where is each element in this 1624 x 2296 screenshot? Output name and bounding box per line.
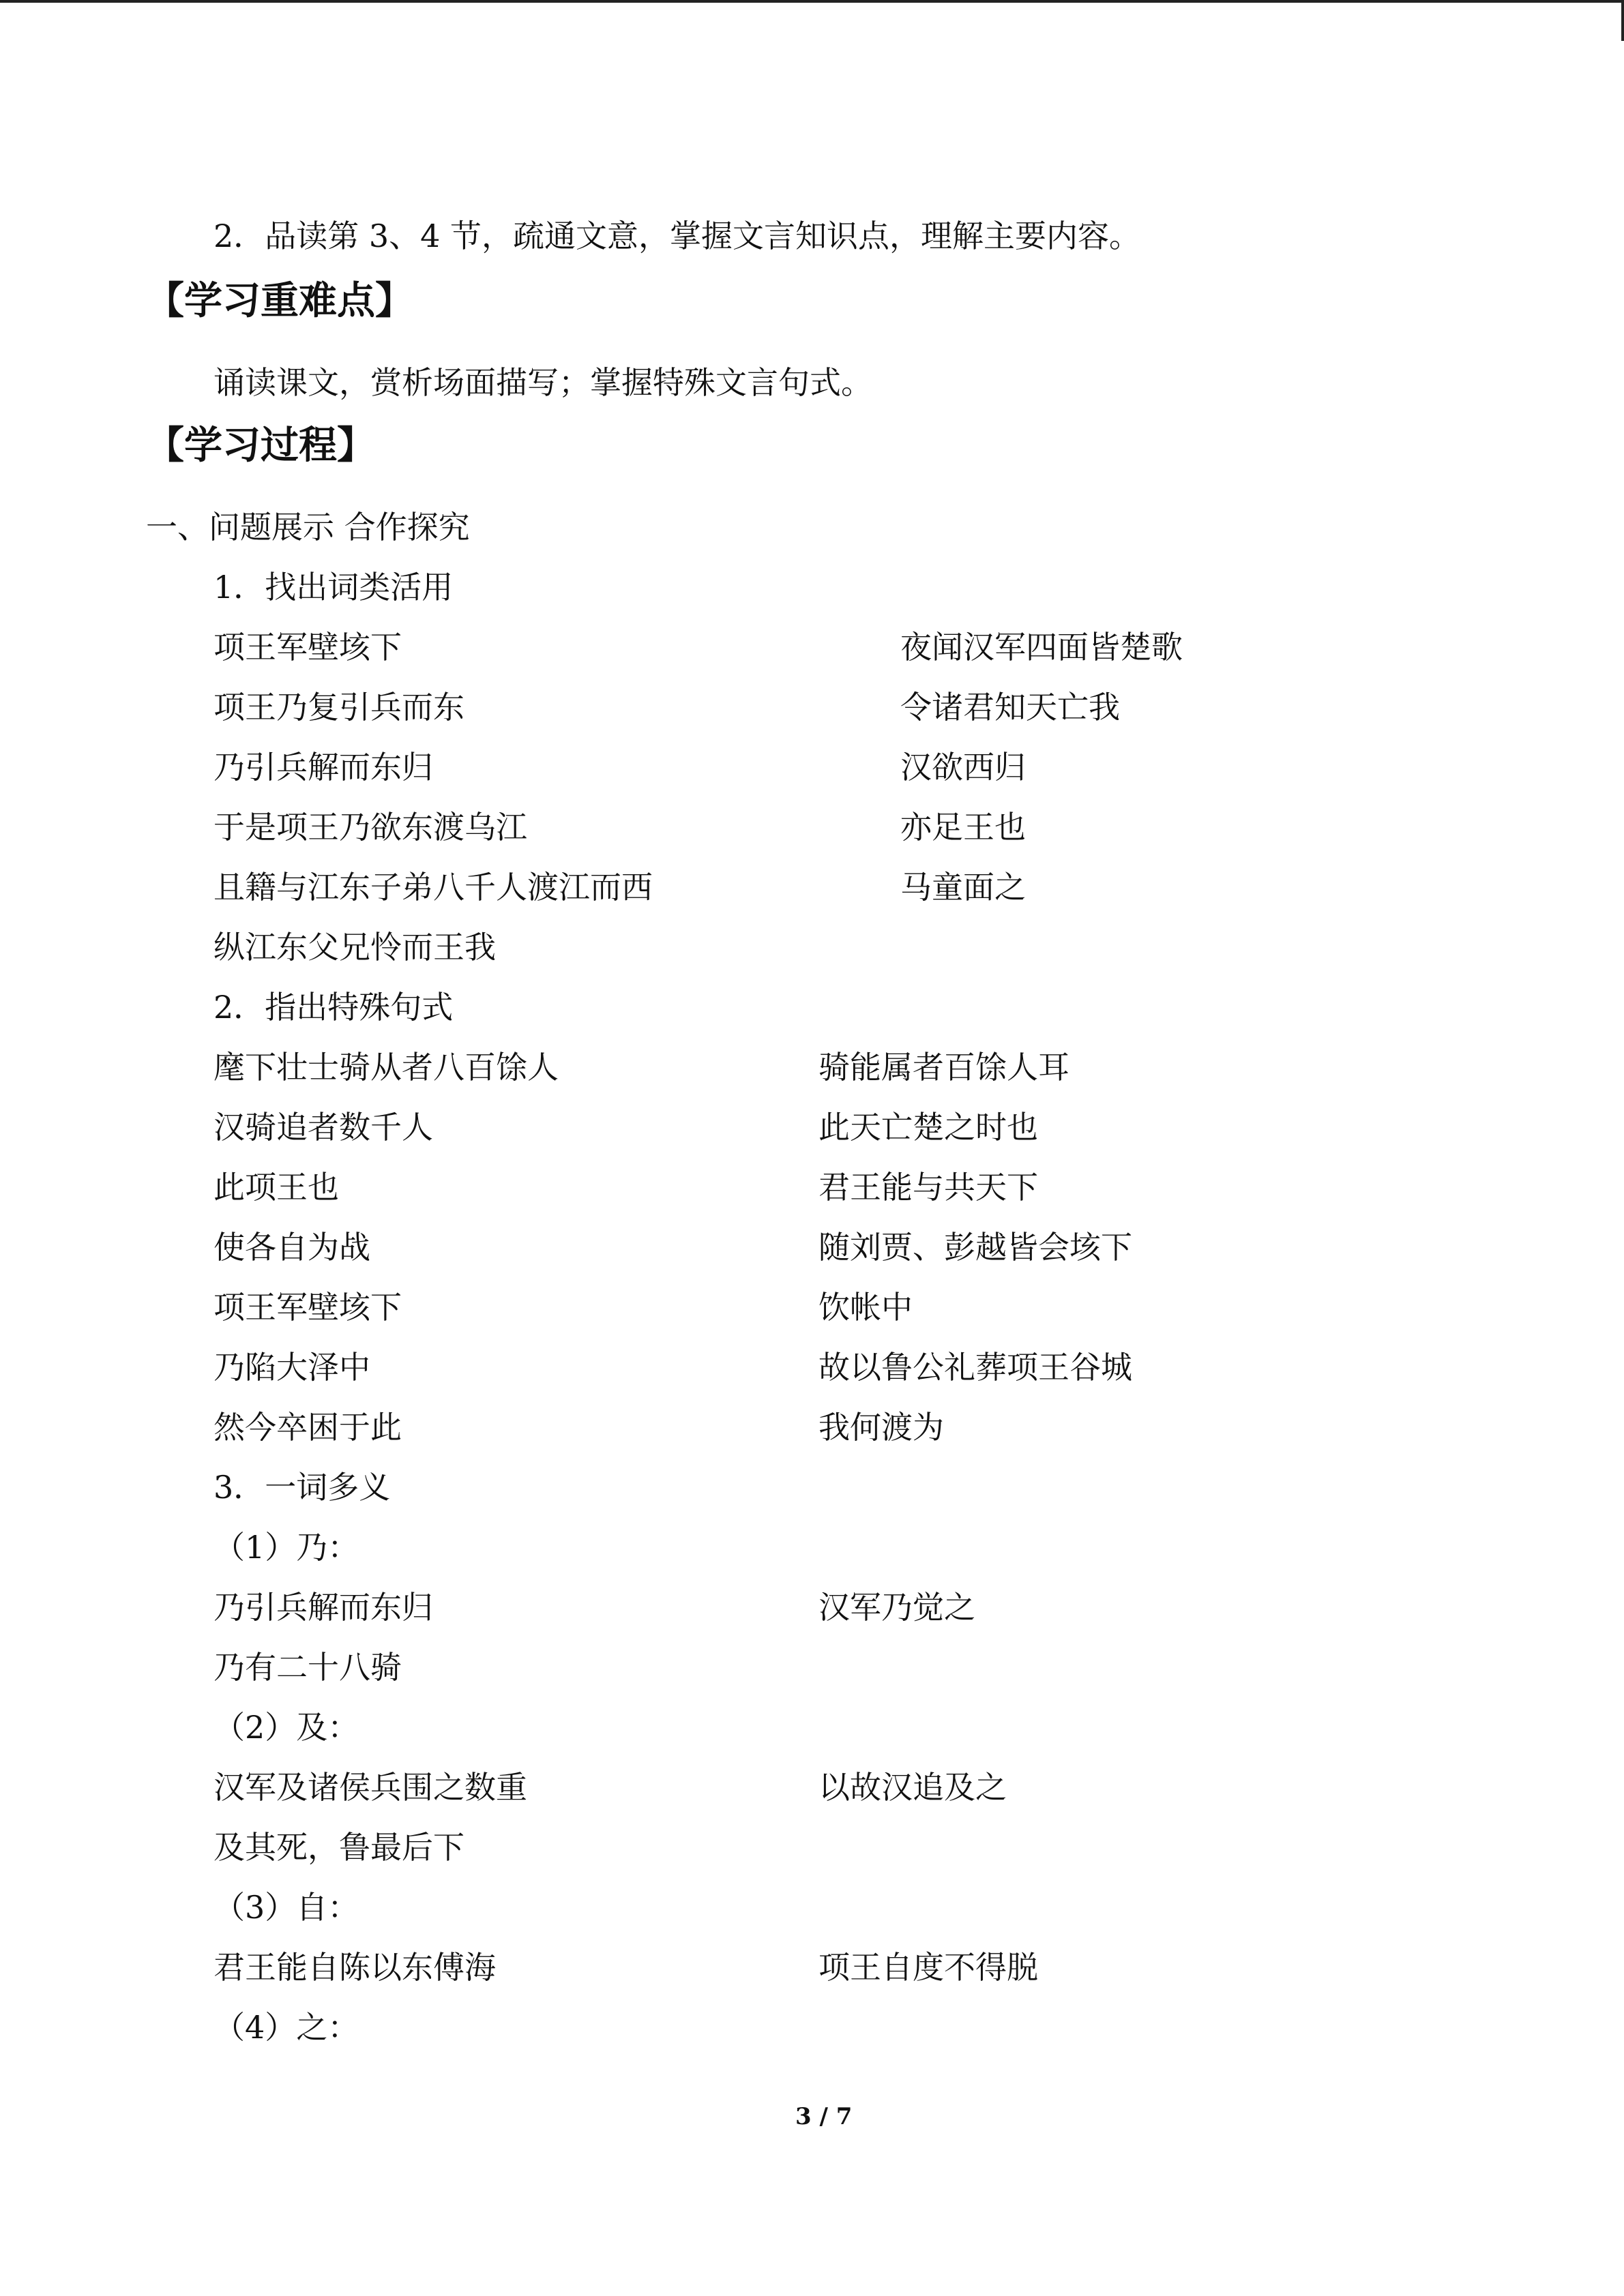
- heading-difficulty: 【学习重难点】: [146, 279, 413, 323]
- q2-left-item: 乃陷大泽中: [213, 1349, 370, 1386]
- q3-left-item: 汉军及诸侯兵围之数重: [213, 1769, 527, 1806]
- objective-item-2: 2．品读第 3、4 节，疏通文意，掌握文言知识点，理解主要内容。: [213, 218, 1141, 254]
- q2-left-item: 使各自为战: [213, 1229, 370, 1266]
- q3-group-label: （1）乃：: [213, 1529, 359, 1566]
- page-top-border: [0, 0, 1623, 3]
- page-right-border: [1621, 0, 1624, 41]
- q2-right-item: 随刘贾、彭越皆会垓下: [818, 1229, 1132, 1266]
- q3-left-item: 君王能自陈以东傅海: [213, 1949, 496, 1986]
- q2-right-item: 君王能与共天下: [818, 1169, 1038, 1206]
- q3-group-label: （2）及：: [213, 1709, 359, 1746]
- q3-left-item: 乃有二十八骑: [213, 1649, 402, 1686]
- q1-right-item: 夜闻汉军四面皆楚歌: [900, 629, 1183, 666]
- q3-group-label: （4）之：: [213, 2009, 359, 2046]
- q2-right-item: 故以鲁公礼葬项王谷城: [818, 1349, 1132, 1386]
- q2-left-item: 麾下壮士骑从者八百馀人: [213, 1049, 559, 1086]
- q1-right-item: 亦足王也: [900, 809, 1026, 846]
- q2-right-item: 饮帐中: [818, 1289, 913, 1326]
- q2-right-item: 我何渡为: [818, 1409, 944, 1446]
- q3-title: 3．一词多义: [213, 1469, 391, 1506]
- q2-left-item: 汉骑追者数千人: [213, 1109, 433, 1146]
- q3-left-item: 乃引兵解而东归: [213, 1589, 433, 1626]
- q2-left-item: 项王军壁垓下: [213, 1289, 402, 1326]
- q1-left-item: 乃引兵解而东归: [213, 749, 433, 786]
- page-number: 3 / 7: [795, 2103, 853, 2130]
- q2-title: 2．指出特殊句式: [213, 989, 454, 1026]
- q3-left-item: 及其死，鲁最后下: [213, 1829, 464, 1866]
- section-one-title: 一、问题展示 合作探究: [146, 509, 470, 546]
- q1-left-item: 项王军壁垓下: [213, 629, 402, 666]
- q3-right-item: 以故汉追及之: [818, 1769, 1007, 1806]
- q1-left-item: 纵江东父兄怜而王我: [213, 929, 496, 966]
- q3-right-item: 汉军乃觉之: [818, 1589, 975, 1626]
- q3-right-item: 项王自度不得脱: [818, 1949, 1038, 1986]
- q2-left-item: 然今卒困于此: [213, 1409, 402, 1446]
- q1-left-item: 且籍与江东子弟八千人渡江而西: [213, 869, 653, 906]
- q2-left-item: 此项王也: [213, 1169, 339, 1206]
- q1-left-item: 于是项王乃欲东渡乌江: [213, 809, 527, 846]
- q2-right-item: 骑能属者百馀人耳: [818, 1049, 1069, 1086]
- q1-right-item: 马童面之: [900, 869, 1026, 906]
- q2-right-item: 此天亡楚之时也: [818, 1109, 1038, 1146]
- q1-title: 1．找出词类活用: [213, 569, 454, 606]
- q1-left-item: 项王乃复引兵而东: [213, 689, 464, 726]
- q3-group-label: （3）自：: [213, 1889, 359, 1926]
- heading-process: 【学习过程】: [146, 423, 375, 468]
- q1-right-item: 令诸君知天亡我: [900, 689, 1120, 726]
- difficulty-text: 诵读课文，赏析场面描写；掌握特殊文言句式。: [213, 364, 872, 401]
- q1-right-item: 汉欲西归: [900, 749, 1026, 786]
